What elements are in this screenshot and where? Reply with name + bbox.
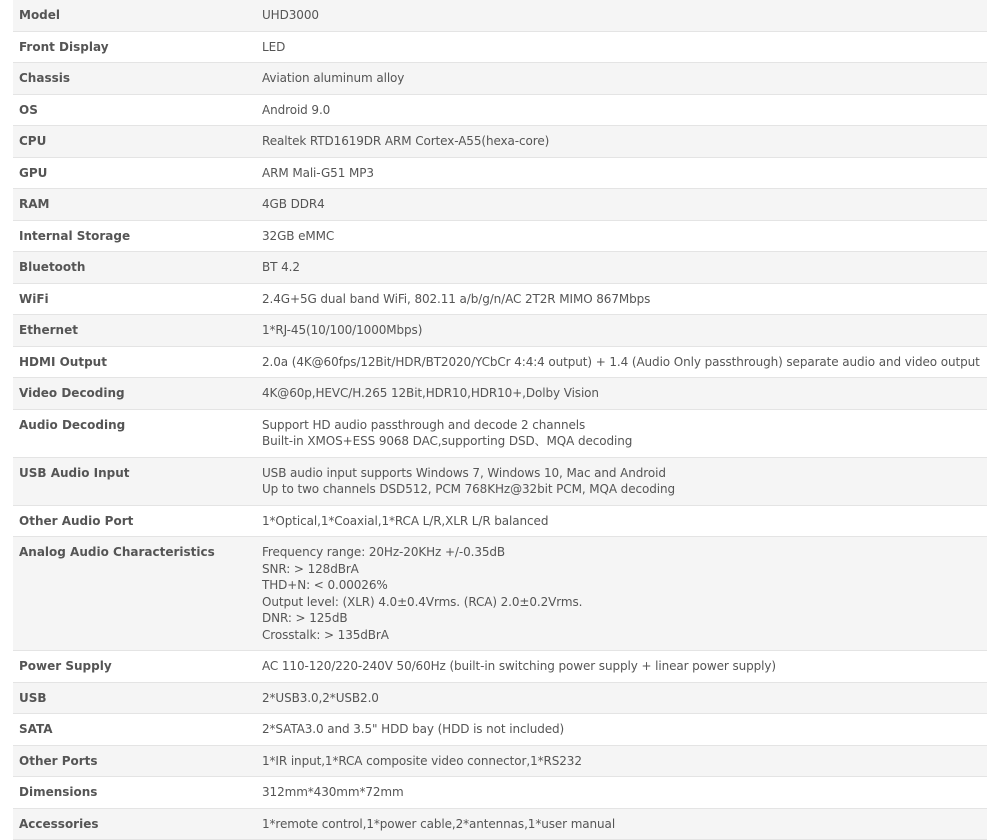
spec-row (13, 63, 987, 95)
spec-value-line: DNR: > 125dB (262, 611, 348, 625)
spec-value-line: 2.0a (4K@60fps/12Bit/HDR/BT2020/YCbCr 4:4:4 output) + 1.4 (Audio Only passthrough) separate audio and video output (262, 354, 980, 369)
spec-row (13, 745, 987, 777)
spec-row (13, 714, 987, 746)
spec-value (256, 126, 987, 158)
spec-value-line: THD+N: < 0.00026% (262, 578, 388, 592)
spec-value (256, 94, 987, 126)
spec-label: Model (13, 0, 256, 31)
spec-label: SATA (13, 714, 256, 746)
spec-row (13, 315, 987, 347)
spec-value (256, 714, 987, 746)
spec-row (13, 157, 987, 189)
spec-table (13, 0, 987, 840)
spec-value (256, 378, 987, 410)
spec-value (256, 63, 987, 95)
spec-value (256, 777, 987, 809)
spec-value-line: 2.4G+5G dual band WiFi, 802.11 a/b/g/n/AC 2T2R MIMO 867Mbps (262, 291, 651, 306)
spec-row (13, 346, 987, 378)
spec-row (13, 0, 987, 31)
spec-value (256, 457, 987, 505)
spec-label: Analog Audio Characteristics (13, 537, 256, 651)
spec-value-line: Frequency range: 20Hz-20KHz +/-0.35dB (262, 545, 506, 559)
spec-value-line: Realtek RTD1619DR ARM Cortex-A55(hexa-core) (262, 134, 550, 148)
spec-value-line: 2*SATA3.0 and 3.5" HDD bay (HDD is not included) (262, 722, 565, 736)
spec-value-line: Support HD audio passthrough and decode 2 channels (262, 417, 586, 432)
spec-value-line: Crosstalk: > 135dBrA (262, 627, 389, 642)
spec-value-line: 1*remote control,1*power cable,2*antennas,1*user manual (262, 816, 616, 831)
spec-value-line: 32GB eMMC (262, 228, 335, 243)
spec-value (256, 409, 987, 457)
spec-label: CPU (13, 126, 256, 158)
spec-label: WiFi (13, 283, 256, 315)
spec-row (13, 220, 987, 252)
spec-label: Dimensions (13, 777, 256, 809)
spec-value (256, 283, 987, 315)
spec-value-line: 1*IR input,1*RCA composite video connector,1*RS232 (262, 753, 582, 768)
spec-row (13, 651, 987, 683)
spec-value (256, 315, 987, 347)
spec-label: Internal Storage (13, 220, 256, 252)
spec-value (256, 682, 987, 714)
spec-value-line: USB audio input supports Windows 7, Windows 10, Mac and Android (262, 465, 666, 480)
spec-label: Bluetooth (13, 252, 256, 284)
spec-value (256, 0, 987, 31)
spec-row (13, 777, 987, 809)
spec-row (13, 808, 987, 840)
spec-value-line: UHD3000 (262, 8, 319, 22)
spec-label: Other Ports (13, 745, 256, 777)
spec-value-line: Up to two channels DSD512, PCM 768KHz@32bit PCM, MQA decoding (262, 482, 675, 496)
spec-value (256, 537, 987, 651)
spec-label: USB Audio Input (13, 457, 256, 505)
spec-row (13, 31, 987, 63)
spec-value-line: ARM Mali-G51 MP3 (262, 165, 374, 180)
spec-label: Video Decoding (13, 378, 256, 410)
spec-label: RAM (13, 189, 256, 221)
spec-value-line: 4K@60p,HEVC/H.265 12Bit,HDR10,HDR10+,Dolby Vision (262, 386, 599, 400)
spec-label: Audio Decoding (13, 409, 256, 457)
spec-value-line: 4GB DDR4 (262, 197, 325, 211)
spec-value-line: Android 9.0 (262, 102, 331, 117)
spec-value (256, 220, 987, 252)
spec-label: USB (13, 682, 256, 714)
spec-value-line: Output level: (XLR) 4.0±0.4Vrms. (RCA) 2.0±0.2Vrms. (262, 594, 583, 609)
spec-row (13, 409, 987, 457)
spec-value-line: 1*RJ-45(10/100/1000Mbps) (262, 323, 423, 337)
spec-value (256, 505, 987, 537)
spec-label: Other Audio Port (13, 505, 256, 537)
spec-label: Accessories (13, 808, 256, 840)
spec-label: Front Display (13, 31, 256, 63)
spec-value (256, 31, 987, 63)
spec-row (13, 94, 987, 126)
spec-label: Chassis (13, 63, 256, 95)
spec-row (13, 505, 987, 537)
spec-label: GPU (13, 157, 256, 189)
spec-label: HDMI Output (13, 346, 256, 378)
spec-row (13, 283, 987, 315)
spec-value (256, 189, 987, 221)
spec-label: Power Supply (13, 651, 256, 683)
spec-row (13, 378, 987, 410)
spec-row (13, 537, 987, 651)
spec-value (256, 157, 987, 189)
spec-value (256, 808, 987, 840)
spec-value-line: AC 110-120/220-240V 50/60Hz (built-in switching power supply + linear power supply) (262, 659, 776, 673)
spec-value (256, 346, 987, 378)
spec-value-line: 2*USB3.0,2*USB2.0 (262, 690, 379, 705)
spec-value-line: 1*Optical,1*Coaxial,1*RCA L/R,XLR L/R balanced (262, 513, 549, 528)
spec-row (13, 189, 987, 221)
spec-value-line: BT 4.2 (262, 260, 300, 274)
spec-value (256, 745, 987, 777)
spec-label: OS (13, 94, 256, 126)
spec-value (256, 252, 987, 284)
spec-value-line: 312mm*430mm*72mm (262, 785, 404, 799)
spec-value-line: LED (262, 39, 286, 54)
spec-value-line: SNR: > 128dBrA (262, 561, 359, 576)
spec-value (256, 651, 987, 683)
spec-row (13, 457, 987, 505)
spec-row (13, 682, 987, 714)
spec-value-line: Aviation aluminum alloy (262, 71, 405, 85)
spec-label: Ethernet (13, 315, 256, 347)
spec-row (13, 126, 987, 158)
spec-value-line: Built-in XMOS+ESS 9068 DAC,supporting DSD、MQA decoding (262, 434, 633, 448)
spec-table-body (13, 0, 987, 840)
spec-row (13, 252, 987, 284)
